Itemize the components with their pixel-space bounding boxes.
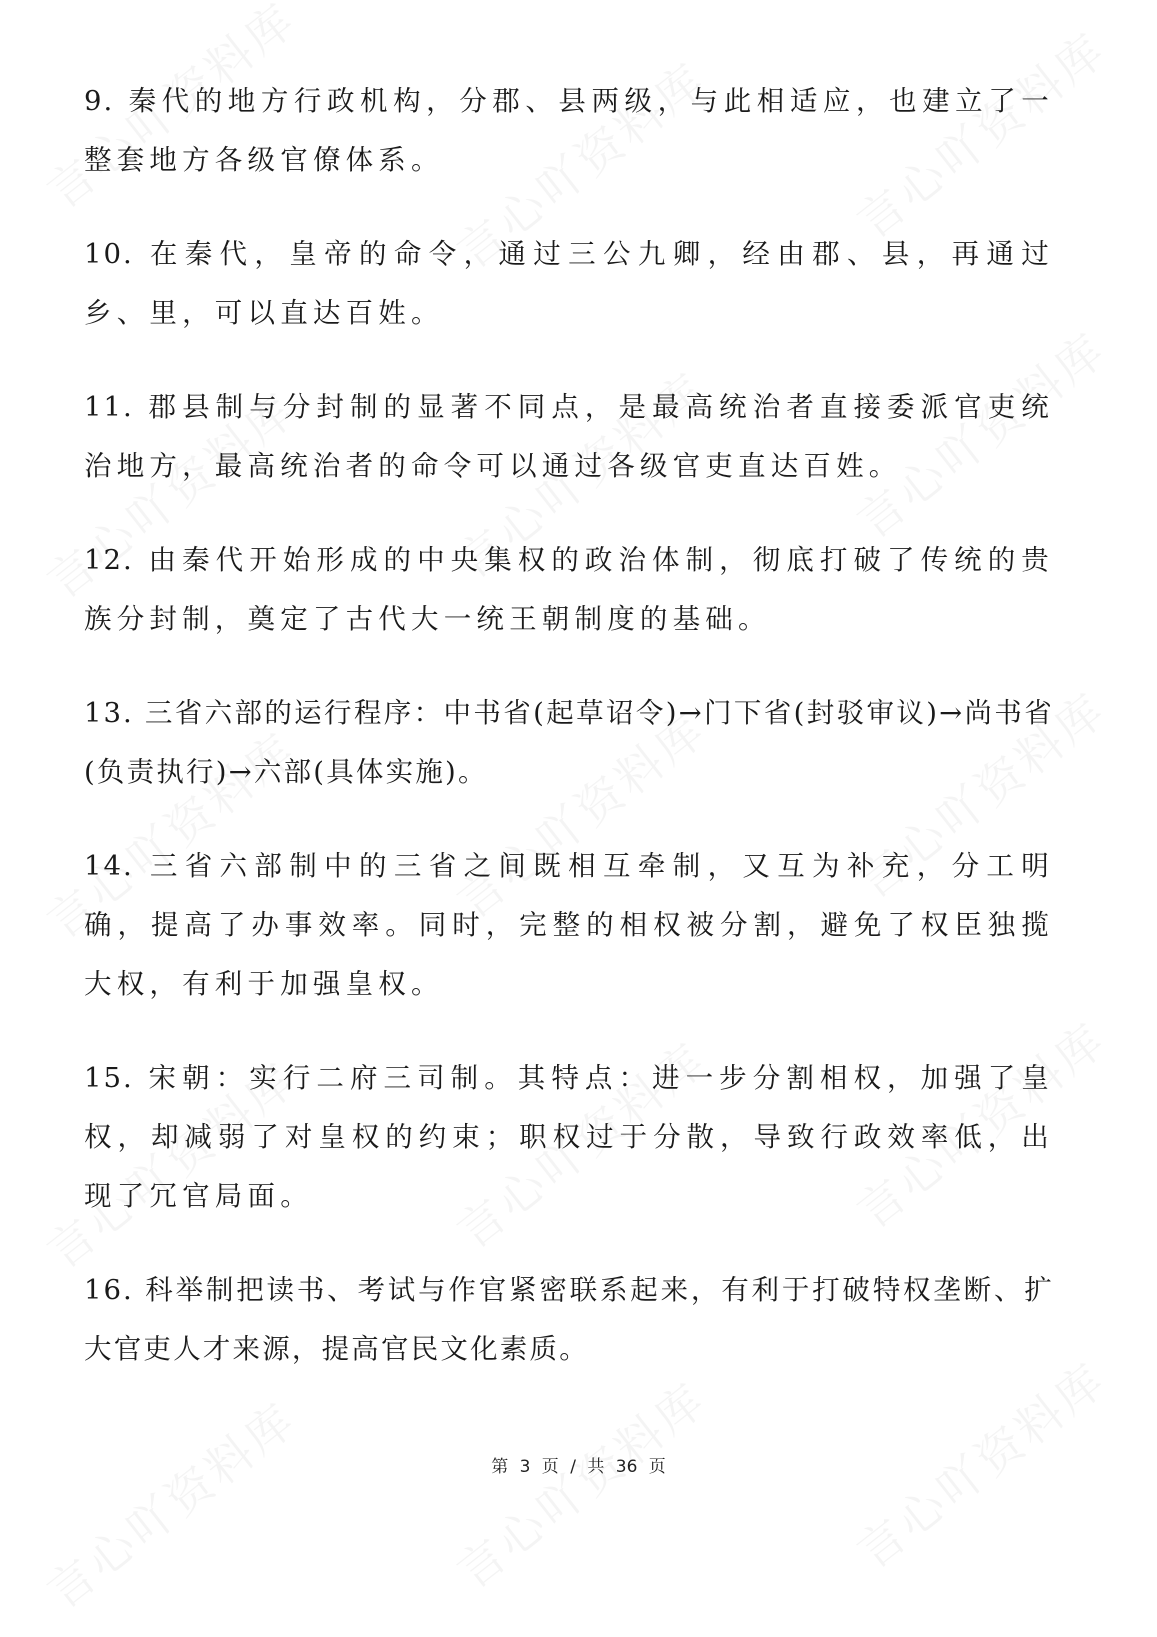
item-text: 郡县制与分封制的显著不同点，是最高统治者直接委派官吏统治地方，最高统治者的命令可以通过各级官吏直达百姓。 [84,391,1054,482]
item-text: 三省六部的运行程序：中书省(起草诏令)→门下省(封驳审议)→尚书省(负责执行)→六部(具体实施)。 [84,697,1054,788]
item-text: 宋朝：实行二府三司制。其特点：进一步分割相权，加强了皇权，却减弱了对皇权的约束；职权过于分散，导致行政效率低，出现了冗官局面。 [84,1062,1054,1212]
list-item [84,378,1054,496]
item-number: 11. [84,391,134,423]
list-item [84,684,1054,802]
list-item [84,1049,1054,1226]
list-item [84,531,1054,649]
list-item [84,837,1054,1014]
item-number: 14. [84,850,134,882]
page-number: 第 3 页 / 共 36 页 [491,1457,666,1477]
item-number: 10. [84,238,134,270]
item-number: 9. [84,85,115,117]
watermark [31,1385,308,1622]
item-number: 12. [84,544,134,576]
watermark [441,1365,718,1602]
item-number: 15. [84,1062,134,1094]
list-item [84,72,1054,190]
item-text: 科举制把读书、考试与作官紧密联系起来，有利于打破特权垄断、扩大官吏人才来源，提高官民文化素质。 [84,1274,1054,1365]
item-text: 在秦代，皇帝的命令，通过三公九卿，经由郡、县，再通过乡、里，可以直达百姓。 [84,238,1054,329]
item-text: 秦代的地方行政机构，分郡、县两级，与此相适应，也建立了一整套地方各级官僚体系。 [84,85,1054,176]
item-text: 由秦代开始形成的中央集权的政治体制，彻底打破了传统的贵族分封制，奠定了古代大一统王朝制度的基础。 [84,544,1054,635]
item-text: 三省六部制中的三省之间既相互牵制，又互为补充，分工明确，提高了办事效率。同时，完整的相权被分割，避免了权臣独揽大权，有利于加强皇权。 [84,850,1054,1000]
list-item [84,1261,1054,1379]
list-item [84,225,1054,343]
page-footer [0,1452,1157,1477]
item-number: 13. [84,697,134,729]
item-number: 16. [84,1274,134,1306]
